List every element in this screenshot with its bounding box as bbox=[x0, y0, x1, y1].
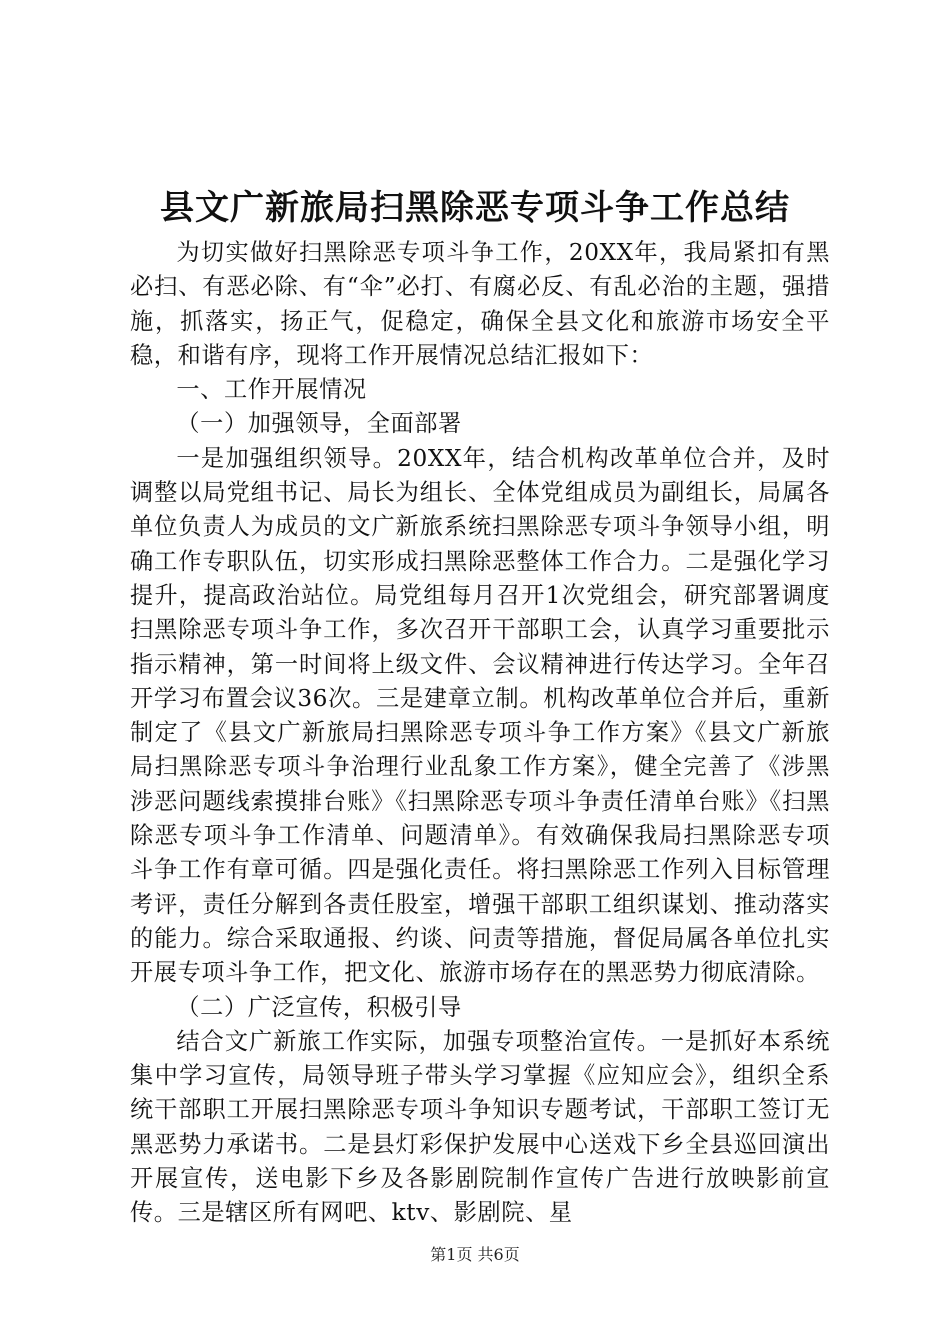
page-footer: 第1页 共6页 bbox=[430, 1245, 520, 1264]
section-heading: 一、工作开展情况 bbox=[176, 376, 367, 404]
intro-paragraph: 为切实做好扫黑除恶专项斗争工作，20XX年，我局紧扣有黑必扫、有恶必除、有“伞”必打、有腐必反、有乱必治的主题，强措施，抓落实，扬正气，促稳定，确保全县文化和旅游市场安全平稳，和谐有序，现将工作开展情况总结汇报如下： bbox=[130, 239, 830, 369]
body-paragraph-2: 结合文广新旅工作实际，加强专项整治宣传。一是抓好本系统集中学习宣传，局领导班子带头学习掌握《应知应会》，组织全系统干部职工开展扫黑除恶专项斗争知识专题考试，干部职工签订无黑恶势力承诺书。二是县灯彩保护发展中心送戏下乡全县巡回演出开展宣传，送电影下乡及各影剧院制作宣传广告进行放映影前宣传。三是辖区所有网吧、ktv、影剧院、星 bbox=[130, 1027, 830, 1227]
document-title: 县文广新旅局扫黑除恶专项斗争工作总结 bbox=[160, 188, 790, 228]
body-paragraph-1: 一是加强组织领导。20XX年，结合机构改革单位合并，及时调整以局党组书记、局长为组长、全体党组成员为副组长，局属各单位负责人为成员的文广新旅系统扫黑除恶专项斗争领导小组，明确工作专职队伍，切实形成扫黑除恶整体工作合力。二是强化学习提升，提高政治站位。局党组每月召开1次党组会，研究部署调度扫黑除恶专项斗争工作，多次召开干部职工会，认真学习重要批示指示精神，第一时间将上级文件、会议精神进行传达学习。全年召开学习布置会议36次。三是建章立制。机构改革单位合并后，重新制定了《县文广新旅局扫黑除恶专项斗争工作方案》《县文广新旅局扫黑除恶专项斗争治理行业乱象工作方案》，健全完善了《涉黑涉恶问题线索摸排台账》《扫黑除恶专项斗争责任清单台账》《扫黑除恶专项斗争工作清单、问题清单》。有效确保我局扫黑除恶专项斗争工作有章可循。四是强化责任。将扫黑除恶工作列入目标管理考评，责任分解到各责任股室，增强干部职工组织谋划、推动落实的能力。综合采取通报、约谈、问责等措施，督促局属各单位扎实开展专项斗争工作，把文化、旅游市场存在的黑恶势力彻底清除。 bbox=[130, 444, 830, 987]
document-body bbox=[130, 236, 830, 1231]
subsection-heading-2: （二）广泛宣传，积极引导 bbox=[176, 993, 462, 1021]
subsection-heading-1: （一）加强领导，全面部署 bbox=[176, 410, 462, 438]
